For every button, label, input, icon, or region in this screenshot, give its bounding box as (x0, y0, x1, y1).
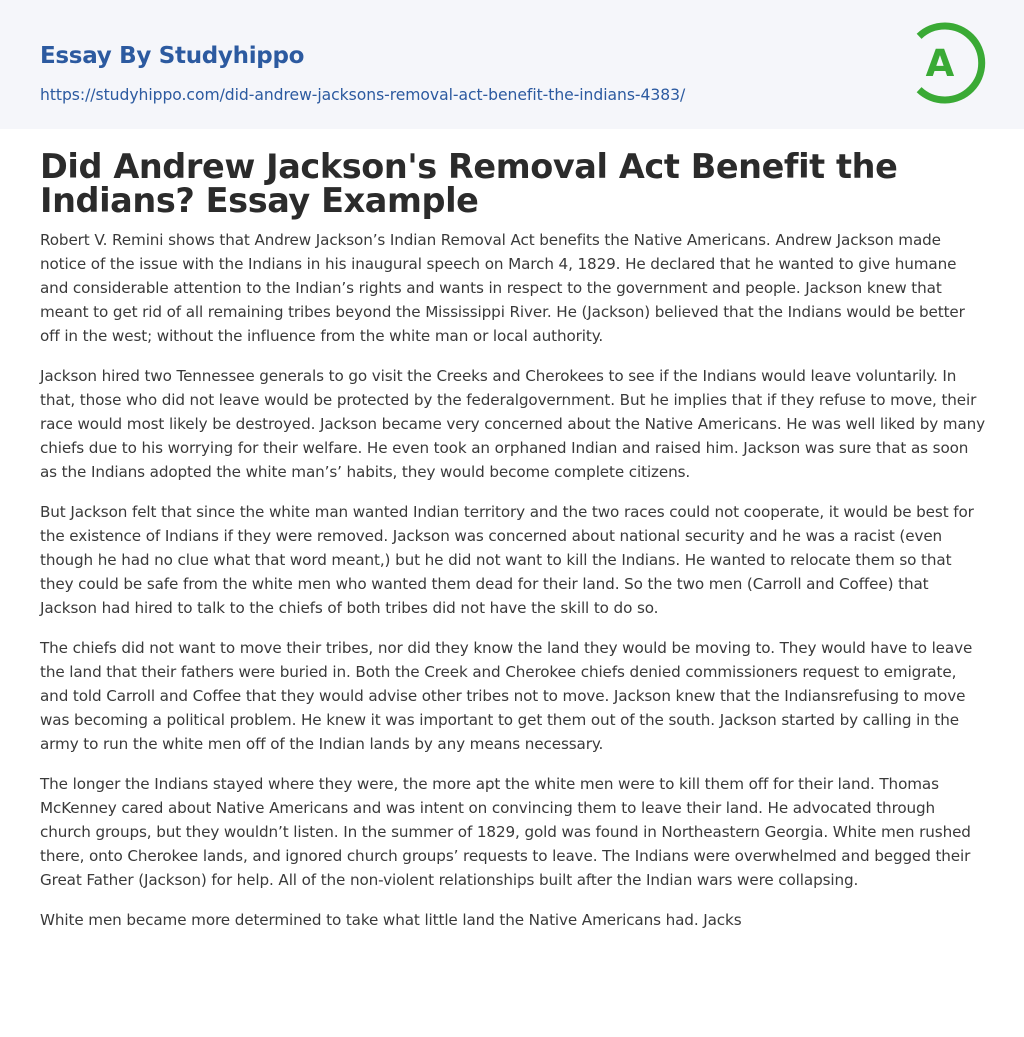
essay-title: Did Andrew Jackson's Removal Act Benefit the Indians? Essay Example (40, 147, 898, 220)
source-url-link[interactable]: https://studyhippo.com/did-andrew-jacksons-removal-act-benefit-the-indians-4383/ (40, 86, 686, 104)
essay-paragraph: Robert V. Remini shows that Andrew Jackson’s Indian Removal Act benefits the Native Americans. Andrew Jackson made notice of the issue with the Indians in his inaugural speech on March 4, 1829. He declared that he wanted to give humane and considerable attention to the Indian’s rights and wants in respect to the government and people. Jackson knew that meant to get rid of all remaining tribes beyond the Mississippi River. He (Jackson) believed that the Indians would be better off in the west; without the influence from the white man or local authority. (40, 231, 965, 345)
essay-paragraph: White men became more determined to take what little land the Native Americans had. Jacks (40, 911, 742, 929)
essay-paragraph: The chiefs did not want to move their tribes, nor did they know the land they would be moving to. They would have to leave the land that their fathers were buried in. Both the Creek and Cherokee chiefs denied commissioners request to emigrate, and told Carroll and Coffee that they would advise other tribes not to move. Jackson knew that the Indiansrefusing to move was becoming a political problem. He knew it was important to get them out of the south. Jackson started by calling in the army to run the white men off of the Indian lands by any means necessary. (40, 639, 973, 753)
logo-letter: A (925, 42, 955, 85)
logo-ring-icon (912, 20, 986, 106)
studyhippo-logo[interactable] (912, 20, 986, 106)
essay-paragraph: But Jackson felt that since the white man wanted Indian territory and the two races could not cooperate, it would be best for the existence of Indians if they were removed. Jackson was concerned about national security and he was a racist (even though he had no clue what that word meant,) but he did not want to kill the Indians. He wanted to relocate them so that they could be safe from the white men who wanted them dead for their land. So the two men (Carroll and Coffee) that Jackson had hired to talk to the chiefs of both tribes did not have the skill to do so. (40, 503, 974, 617)
site-header (0, 0, 1024, 129)
essay-paragraph: Jackson hired two Tennessee generals to go visit the Creeks and Cherokees to see if the Indians would leave voluntarily. In that, those who did not leave would be protected by the federalgovernment. But he implies that if they refuse to move, their race would most likely be destroyed. Jackson became very concerned about the Native Americans. He was well liked by many chiefs due to his worrying for their welfare. He even took an orphaned Indian and raised him. Jackson was sure that as soon as the Indians adopted the white man’s’ habits, they would become complete citizens. (40, 367, 986, 481)
essay-body (40, 228, 988, 948)
essay-paragraph: The longer the Indians stayed where they were, the more apt the white men were to kill them off for their land. Thomas McKenney cared about Native Americans and was intent on convincing them to leave their land. He advocated through church groups, but they wouldn’t listen. In the summer of 1829, gold was found in Northeastern Georgia. White men rushed there, onto Cherokee lands, and ignored church groups’ requests to leave. The Indians were overwhelmed and begged their Great Father (Jackson) for help. All of the non-violent relationships built after the Indian wars were collapsing. (40, 775, 971, 889)
site-brand[interactable]: Essay By Studyhippo (40, 43, 305, 69)
